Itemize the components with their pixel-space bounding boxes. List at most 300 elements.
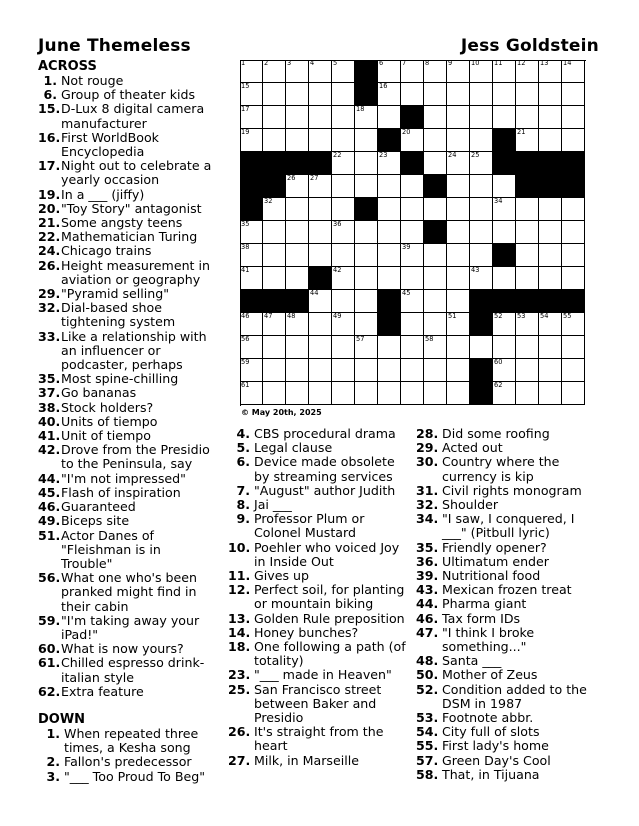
puzzle-title: June Themeless bbox=[38, 36, 191, 56]
grid-cell[interactable] bbox=[332, 175, 355, 198]
clue-number: 61. bbox=[38, 655, 61, 671]
clue-text: Group of theater kids bbox=[61, 87, 196, 103]
grid-cell[interactable] bbox=[493, 313, 516, 336]
clue-down-mid bbox=[228, 427, 412, 441]
grid-cell[interactable] bbox=[332, 221, 355, 244]
grid-cell[interactable] bbox=[286, 382, 309, 405]
black-square bbox=[562, 175, 585, 198]
grid-cell[interactable] bbox=[332, 244, 355, 267]
grid-cell[interactable] bbox=[332, 267, 355, 290]
grid-cell[interactable] bbox=[493, 175, 516, 198]
grid-cell[interactable] bbox=[562, 129, 585, 152]
grid-cell[interactable] bbox=[355, 336, 378, 359]
clue-number: 53. bbox=[416, 710, 439, 726]
grid-cell[interactable] bbox=[378, 152, 401, 175]
grid-cell[interactable] bbox=[470, 175, 493, 198]
clue-number: 18. bbox=[228, 639, 251, 655]
grid-cell[interactable] bbox=[263, 267, 286, 290]
clue-across bbox=[38, 188, 216, 202]
clue-down-left bbox=[38, 770, 223, 784]
grid-cell[interactable] bbox=[539, 244, 562, 267]
clue-across bbox=[38, 287, 216, 301]
clue-down-right bbox=[416, 512, 596, 540]
grid-cell[interactable] bbox=[562, 60, 585, 83]
clue-text: Height measurement in aviation or geography bbox=[61, 257, 210, 287]
clue-text: D-Lux 8 digital camera manufacturer bbox=[61, 101, 205, 131]
grid-cell[interactable] bbox=[355, 382, 378, 405]
grid-cell[interactable] bbox=[562, 336, 585, 359]
grid-cell[interactable] bbox=[263, 221, 286, 244]
cell-number: 22 bbox=[333, 151, 342, 159]
grid-cell[interactable] bbox=[562, 313, 585, 336]
black-square bbox=[286, 152, 309, 175]
grid-cell[interactable] bbox=[378, 106, 401, 129]
grid-cell[interactable] bbox=[332, 359, 355, 382]
clue-number: 24. bbox=[38, 243, 61, 259]
cell-number: 16 bbox=[379, 82, 388, 90]
clue-down-right bbox=[416, 668, 596, 682]
grid-cell[interactable] bbox=[263, 198, 286, 221]
grid-cell[interactable] bbox=[332, 290, 355, 313]
clue-down-mid bbox=[228, 754, 412, 768]
grid-cell[interactable] bbox=[401, 336, 424, 359]
cell-number: 3 bbox=[287, 59, 292, 67]
grid-cell[interactable] bbox=[401, 175, 424, 198]
grid-cell[interactable] bbox=[240, 221, 263, 244]
grid-cell[interactable] bbox=[355, 152, 378, 175]
grid-cell[interactable] bbox=[493, 106, 516, 129]
cell-number: 59 bbox=[241, 358, 250, 366]
clue-number: 46. bbox=[416, 610, 439, 626]
grid-cell[interactable] bbox=[286, 313, 309, 336]
grid-cell[interactable] bbox=[424, 290, 447, 313]
clue-number: 46. bbox=[38, 499, 61, 515]
clue-number: 23. bbox=[228, 667, 251, 683]
crossword-grid bbox=[241, 61, 586, 406]
grid-cell[interactable] bbox=[470, 198, 493, 221]
clue-text: Unit of tiempo bbox=[61, 428, 151, 444]
grid-cell[interactable] bbox=[516, 336, 539, 359]
cell-number: 28 bbox=[425, 174, 434, 182]
grid-cell[interactable] bbox=[516, 129, 539, 152]
grid-cell[interactable] bbox=[309, 313, 332, 336]
grid-cell[interactable] bbox=[447, 60, 470, 83]
grid-cell[interactable] bbox=[447, 83, 470, 106]
grid-cell[interactable] bbox=[516, 267, 539, 290]
grid-cell[interactable] bbox=[470, 244, 493, 267]
grid-cell[interactable] bbox=[378, 175, 401, 198]
grid-cell[interactable] bbox=[447, 106, 470, 129]
cell-number: 12 bbox=[517, 59, 526, 67]
clue-across bbox=[38, 301, 216, 329]
grid-cell[interactable] bbox=[355, 244, 378, 267]
grid-cell[interactable] bbox=[539, 221, 562, 244]
clue-text: Poehler who voiced Joy in Inside Out bbox=[254, 539, 400, 569]
clue-down-mid bbox=[228, 612, 412, 626]
grid-cell[interactable] bbox=[332, 152, 355, 175]
clue-across bbox=[38, 88, 216, 102]
grid-cell[interactable] bbox=[516, 60, 539, 83]
grid-cell[interactable] bbox=[378, 382, 401, 405]
grid-cell[interactable] bbox=[286, 175, 309, 198]
grid-cell[interactable] bbox=[447, 175, 470, 198]
clue-text: "I think I broke something..." bbox=[442, 624, 535, 655]
grid-cell[interactable] bbox=[493, 198, 516, 221]
clue-number: 16. bbox=[38, 129, 61, 145]
grid-cell[interactable] bbox=[424, 267, 447, 290]
grid-cell[interactable] bbox=[355, 313, 378, 336]
grid-cell[interactable] bbox=[401, 359, 424, 382]
grid-cell[interactable] bbox=[424, 152, 447, 175]
grid-cell[interactable] bbox=[447, 382, 470, 405]
grid-cell[interactable] bbox=[470, 60, 493, 83]
grid-cell[interactable] bbox=[240, 129, 263, 152]
grid-cell[interactable] bbox=[516, 221, 539, 244]
grid-cell[interactable] bbox=[263, 83, 286, 106]
grid-cell[interactable] bbox=[470, 106, 493, 129]
grid-cell[interactable] bbox=[332, 106, 355, 129]
clue-number: 20. bbox=[38, 200, 61, 216]
clue-text: Condition added to the DSM in 1987 bbox=[442, 681, 587, 711]
grid-cell[interactable] bbox=[309, 382, 332, 405]
cell-number: 45 bbox=[402, 289, 411, 297]
grid-cell[interactable] bbox=[263, 106, 286, 129]
grid-cell[interactable] bbox=[332, 313, 355, 336]
clue-across bbox=[38, 443, 216, 471]
grid-cell[interactable] bbox=[355, 221, 378, 244]
grid-cell[interactable] bbox=[263, 359, 286, 382]
grid-cell[interactable] bbox=[355, 129, 378, 152]
grid-cell[interactable] bbox=[562, 221, 585, 244]
grid-cell[interactable] bbox=[263, 60, 286, 83]
cell-number: 19 bbox=[241, 128, 250, 136]
grid-cell[interactable] bbox=[263, 336, 286, 359]
grid-cell[interactable] bbox=[562, 244, 585, 267]
clue-text: Gives up bbox=[254, 568, 309, 584]
grid-cell[interactable] bbox=[539, 382, 562, 405]
black-square bbox=[286, 290, 309, 313]
clue-text: Acted out bbox=[442, 440, 503, 456]
grid-cell[interactable] bbox=[516, 382, 539, 405]
grid-cell[interactable] bbox=[286, 198, 309, 221]
grid-cell[interactable] bbox=[470, 129, 493, 152]
clue-number: 30. bbox=[416, 454, 439, 470]
cell-number: 24 bbox=[448, 151, 457, 159]
clue-down-mid bbox=[228, 583, 412, 611]
grid-cell[interactable] bbox=[424, 382, 447, 405]
grid-cell[interactable] bbox=[378, 267, 401, 290]
clue-text: Golden Rule preposition bbox=[254, 610, 405, 626]
grid-cell[interactable] bbox=[286, 83, 309, 106]
grid-cell[interactable] bbox=[539, 198, 562, 221]
clue-text: Chilled espresso drink- italian style bbox=[61, 655, 205, 685]
clue-number: 21. bbox=[38, 215, 61, 231]
grid-cell[interactable] bbox=[309, 106, 332, 129]
grid-cell[interactable] bbox=[401, 129, 424, 152]
grid-cell[interactable] bbox=[309, 244, 332, 267]
cell-number: 7 bbox=[402, 59, 407, 67]
clue-number: 41. bbox=[38, 428, 61, 444]
grid-cell[interactable] bbox=[493, 221, 516, 244]
grid-cell[interactable] bbox=[332, 60, 355, 83]
clue-across bbox=[38, 244, 216, 258]
grid-cell[interactable] bbox=[332, 382, 355, 405]
grid-cell[interactable] bbox=[424, 106, 447, 129]
grid-cell[interactable] bbox=[332, 336, 355, 359]
cell-number: 25 bbox=[471, 151, 480, 159]
grid-cell[interactable] bbox=[355, 175, 378, 198]
grid-cell[interactable] bbox=[309, 175, 332, 198]
grid-cell[interactable] bbox=[355, 359, 378, 382]
cell-number: 4 bbox=[310, 59, 315, 67]
grid-cell[interactable] bbox=[493, 83, 516, 106]
grid-cell[interactable] bbox=[286, 359, 309, 382]
clue-down-right bbox=[416, 484, 596, 498]
clue-down-right bbox=[416, 612, 596, 626]
grid-cell[interactable] bbox=[424, 244, 447, 267]
clue-text: Country where the currency is kip bbox=[442, 454, 560, 484]
clue-text: Extra feature bbox=[61, 683, 144, 699]
clue-text: Like a relationship with an influencer or podcaster, perhaps bbox=[61, 328, 207, 373]
grid-cell[interactable] bbox=[562, 83, 585, 106]
grid-cell[interactable] bbox=[424, 359, 447, 382]
clue-down-mid bbox=[228, 668, 412, 682]
grid-cell[interactable] bbox=[286, 336, 309, 359]
grid-cell[interactable] bbox=[355, 106, 378, 129]
cell-number: 21 bbox=[517, 128, 526, 136]
grid-cell[interactable] bbox=[470, 267, 493, 290]
grid-cell[interactable] bbox=[424, 83, 447, 106]
grid-cell[interactable] bbox=[309, 221, 332, 244]
grid-cell[interactable] bbox=[539, 83, 562, 106]
grid-cell[interactable] bbox=[378, 336, 401, 359]
grid-cell[interactable] bbox=[470, 336, 493, 359]
grid-cell[interactable] bbox=[378, 60, 401, 83]
clue-number: 50. bbox=[416, 667, 439, 683]
grid-cell[interactable] bbox=[493, 267, 516, 290]
grid-cell[interactable] bbox=[516, 106, 539, 129]
grid-cell[interactable] bbox=[286, 267, 309, 290]
clue-number: 35. bbox=[38, 371, 61, 387]
black-square bbox=[355, 83, 378, 106]
clue-number: 33. bbox=[38, 328, 61, 344]
grid-cell[interactable] bbox=[493, 60, 516, 83]
grid-cell[interactable] bbox=[447, 336, 470, 359]
grid-cell[interactable] bbox=[424, 313, 447, 336]
grid-cell[interactable] bbox=[355, 267, 378, 290]
clue-across bbox=[38, 259, 216, 287]
grid-cell[interactable] bbox=[355, 290, 378, 313]
clue-number: 17. bbox=[38, 158, 61, 174]
grid-cell[interactable] bbox=[447, 152, 470, 175]
grid-cell[interactable] bbox=[332, 83, 355, 106]
grid-cell[interactable] bbox=[401, 382, 424, 405]
grid-cell[interactable] bbox=[562, 359, 585, 382]
grid-cell[interactable] bbox=[447, 359, 470, 382]
grid-cell[interactable] bbox=[539, 267, 562, 290]
grid-cell[interactable] bbox=[470, 221, 493, 244]
grid-cell[interactable] bbox=[401, 83, 424, 106]
clue-text: What one who's been pranked might find in their cabin bbox=[61, 570, 198, 614]
grid-cell[interactable] bbox=[424, 336, 447, 359]
clue-number: 1. bbox=[46, 726, 60, 741]
grid-cell[interactable] bbox=[539, 106, 562, 129]
grid-cell[interactable] bbox=[263, 382, 286, 405]
clue-text: It's straight from the heart bbox=[254, 724, 384, 754]
clue-number: 14. bbox=[228, 624, 251, 640]
grid-cell[interactable] bbox=[424, 60, 447, 83]
grid-cell[interactable] bbox=[562, 267, 585, 290]
grid-cell[interactable] bbox=[424, 198, 447, 221]
cell-number: 17 bbox=[241, 105, 250, 113]
clue-text: Ultimatum ender bbox=[442, 553, 549, 569]
grid-cell[interactable] bbox=[263, 313, 286, 336]
clue-number: 39. bbox=[416, 568, 439, 584]
grid-cell[interactable] bbox=[286, 129, 309, 152]
grid-cell[interactable] bbox=[332, 129, 355, 152]
clue-text: Green Day's Cool bbox=[442, 752, 551, 768]
grid-cell[interactable] bbox=[240, 83, 263, 106]
grid-cell[interactable] bbox=[240, 382, 263, 405]
clue-number: 45. bbox=[38, 484, 61, 500]
grid-cell[interactable] bbox=[309, 60, 332, 83]
grid-cell[interactable] bbox=[447, 221, 470, 244]
grid-cell[interactable] bbox=[516, 313, 539, 336]
grid-cell[interactable] bbox=[240, 336, 263, 359]
grid-cell[interactable] bbox=[378, 359, 401, 382]
black-square bbox=[309, 152, 332, 175]
cell-number: 54 bbox=[540, 312, 549, 320]
grid-cell[interactable] bbox=[493, 382, 516, 405]
grid-cell[interactable] bbox=[309, 129, 332, 152]
grid-cell[interactable] bbox=[424, 129, 447, 152]
grid-cell[interactable] bbox=[539, 336, 562, 359]
grid-cell[interactable] bbox=[240, 267, 263, 290]
cell-number: 20 bbox=[402, 128, 411, 136]
grid-cell[interactable] bbox=[516, 198, 539, 221]
grid-cell[interactable] bbox=[516, 244, 539, 267]
grid-cell[interactable] bbox=[240, 244, 263, 267]
grid-cell[interactable] bbox=[539, 359, 562, 382]
clue-down-mid bbox=[228, 640, 412, 668]
grid-cell[interactable] bbox=[240, 313, 263, 336]
clue-text: "___ made in Heaven" bbox=[254, 667, 392, 683]
grid-cell[interactable] bbox=[286, 106, 309, 129]
cell-number: 10 bbox=[471, 59, 480, 67]
grid-cell[interactable] bbox=[401, 198, 424, 221]
cell-number: 9 bbox=[448, 59, 453, 67]
grid-cell[interactable] bbox=[240, 359, 263, 382]
black-square bbox=[240, 198, 263, 221]
cell-number: 46 bbox=[241, 312, 250, 320]
grid-cell[interactable] bbox=[493, 359, 516, 382]
black-square bbox=[493, 129, 516, 152]
cell-number: 44 bbox=[310, 289, 319, 297]
cell-number: 41 bbox=[241, 266, 250, 274]
black-square bbox=[378, 290, 401, 313]
grid-cell[interactable] bbox=[539, 60, 562, 83]
clue-text: Professor Plum or Colonel Mustard bbox=[254, 511, 365, 541]
clue-number: 54. bbox=[416, 724, 439, 740]
clue-number: 35. bbox=[416, 539, 439, 555]
grid-cell[interactable] bbox=[286, 60, 309, 83]
grid-cell[interactable] bbox=[240, 106, 263, 129]
grid-cell[interactable] bbox=[562, 106, 585, 129]
black-square bbox=[355, 60, 378, 83]
grid-cell[interactable] bbox=[378, 198, 401, 221]
cell-number: 58 bbox=[425, 335, 434, 343]
grid-cell[interactable] bbox=[447, 198, 470, 221]
clue-text: Drove from the Presidio to the Peninsula, say bbox=[61, 442, 210, 472]
cell-number: 27 bbox=[310, 174, 319, 182]
clue-number: 40. bbox=[38, 413, 61, 429]
grid-cell[interactable] bbox=[286, 221, 309, 244]
grid-cell[interactable] bbox=[447, 129, 470, 152]
grid-cell[interactable] bbox=[447, 290, 470, 313]
clue-number: 51. bbox=[38, 527, 61, 543]
grid-cell[interactable] bbox=[401, 221, 424, 244]
grid-cell[interactable] bbox=[401, 60, 424, 83]
clue-across bbox=[38, 372, 216, 386]
black-square bbox=[401, 152, 424, 175]
grid-cell[interactable] bbox=[309, 336, 332, 359]
grid-cell[interactable] bbox=[447, 267, 470, 290]
black-square bbox=[240, 152, 263, 175]
grid-cell[interactable] bbox=[401, 267, 424, 290]
clue-across bbox=[38, 131, 216, 159]
grid-cell[interactable] bbox=[539, 313, 562, 336]
clue-number: 22. bbox=[38, 229, 61, 245]
cell-number: 26 bbox=[287, 174, 296, 182]
grid-cell[interactable] bbox=[332, 198, 355, 221]
grid-cell[interactable] bbox=[516, 83, 539, 106]
grid-cell[interactable] bbox=[378, 83, 401, 106]
grid-cell[interactable] bbox=[309, 83, 332, 106]
grid-cell[interactable] bbox=[378, 244, 401, 267]
grid-cell[interactable] bbox=[401, 290, 424, 313]
grid-cell[interactable] bbox=[447, 244, 470, 267]
cell-number: 33 bbox=[356, 197, 365, 205]
grid-cell[interactable] bbox=[378, 221, 401, 244]
grid-cell[interactable] bbox=[470, 83, 493, 106]
grid-cell[interactable] bbox=[562, 198, 585, 221]
clue-number: 1. bbox=[43, 73, 57, 88]
cell-number: 38 bbox=[241, 243, 250, 251]
grid-cell[interactable] bbox=[263, 244, 286, 267]
grid-cell[interactable] bbox=[401, 244, 424, 267]
grid-cell[interactable] bbox=[309, 359, 332, 382]
grid-cell[interactable] bbox=[309, 290, 332, 313]
grid-cell[interactable] bbox=[562, 382, 585, 405]
grid-cell[interactable] bbox=[286, 244, 309, 267]
grid-cell[interactable] bbox=[240, 60, 263, 83]
grid-cell[interactable] bbox=[516, 359, 539, 382]
cell-number: 43 bbox=[471, 266, 480, 274]
grid-cell[interactable] bbox=[401, 313, 424, 336]
grid-cell[interactable] bbox=[470, 152, 493, 175]
grid-cell[interactable] bbox=[539, 129, 562, 152]
grid-cell[interactable] bbox=[263, 129, 286, 152]
clue-text: Go bananas bbox=[61, 385, 137, 401]
cell-number: 47 bbox=[264, 312, 273, 320]
grid-cell[interactable] bbox=[447, 313, 470, 336]
clue-text: That, in Tijuana bbox=[442, 766, 540, 782]
clue-text: What is now yours? bbox=[61, 641, 184, 657]
cell-number: 15 bbox=[241, 82, 250, 90]
grid-cell[interactable] bbox=[309, 198, 332, 221]
black-square bbox=[493, 290, 516, 313]
grid-cell[interactable] bbox=[493, 336, 516, 359]
